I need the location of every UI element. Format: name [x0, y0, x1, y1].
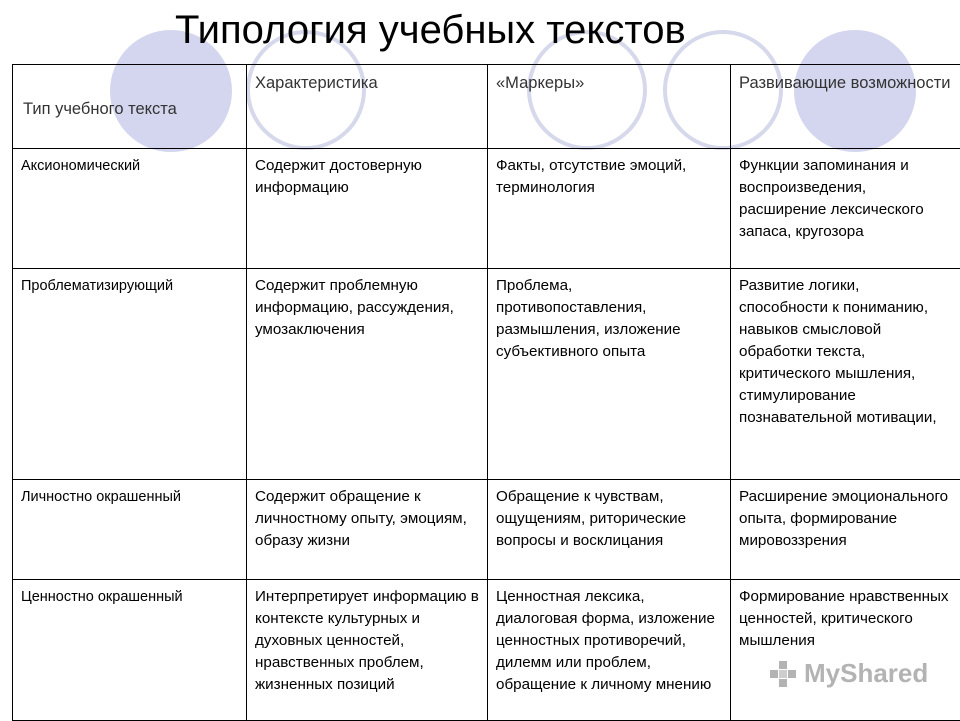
table-row	[13, 580, 960, 721]
header-markers: «Маркеры»	[488, 65, 731, 149]
cell-type: Проблематизирующий	[13, 269, 247, 480]
cell-possibilities: Функции запоминания и воспроизведения, расширение лексического запаса, кругозора	[731, 149, 960, 269]
table-row	[13, 149, 960, 269]
cell-possibilities: Формирование нравственных ценностей, критического мышления	[731, 580, 960, 721]
header-type: Тип учебного текста	[13, 65, 247, 149]
cell-type: Ценностно окрашенный	[13, 580, 247, 721]
myshared-watermark	[768, 658, 928, 689]
page-title: Типология учебных текстов	[175, 8, 686, 53]
cell-characteristic: Содержит достоверную информацию	[247, 149, 488, 269]
text-typology-table	[12, 64, 960, 721]
table-header-row	[13, 65, 960, 149]
cell-type: Личностно окрашенный	[13, 480, 247, 580]
table-row	[13, 269, 960, 480]
myshared-logo-icon	[768, 659, 798, 689]
cell-characteristic: Содержит проблемную информацию, рассуждения, умозаключения	[247, 269, 488, 480]
table-row	[13, 480, 960, 580]
cell-markers: Проблема, противопоставления, размышления, изложение субъективного опыта	[488, 269, 731, 480]
cell-characteristic: Содержит обращение к личностному опыту, эмоциям, образу жизни	[247, 480, 488, 580]
header-possibilities: Развивающие возможности	[731, 65, 960, 149]
cell-possibilities: Расширение эмоционального опыта, формирование мировоззрения	[731, 480, 960, 580]
cell-characteristic: Интерпретирует информацию в контексте культурных и духовных ценностей, нравственных проблем, жизненных позиций	[247, 580, 488, 721]
cell-markers: Ценностная лексика, диалоговая форма, изложение ценностных противоречий, дилемм или проблем, обращение к личному мнению	[488, 580, 731, 721]
cell-type: Аксиономический	[13, 149, 247, 269]
cell-possibilities: Развитие логики, способности к пониманию, навыков смысловой обработки текста, критического мышления, стимулирование познавательной мотивации,	[731, 269, 960, 480]
header-characteristic: Характеристика	[247, 65, 488, 149]
watermark-text: MyShared	[804, 658, 928, 689]
cell-markers: Факты, отсутствие эмоций, терминология	[488, 149, 731, 269]
cell-markers: Обращение к чувствам, ощущениям, риторические вопросы и восклицания	[488, 480, 731, 580]
